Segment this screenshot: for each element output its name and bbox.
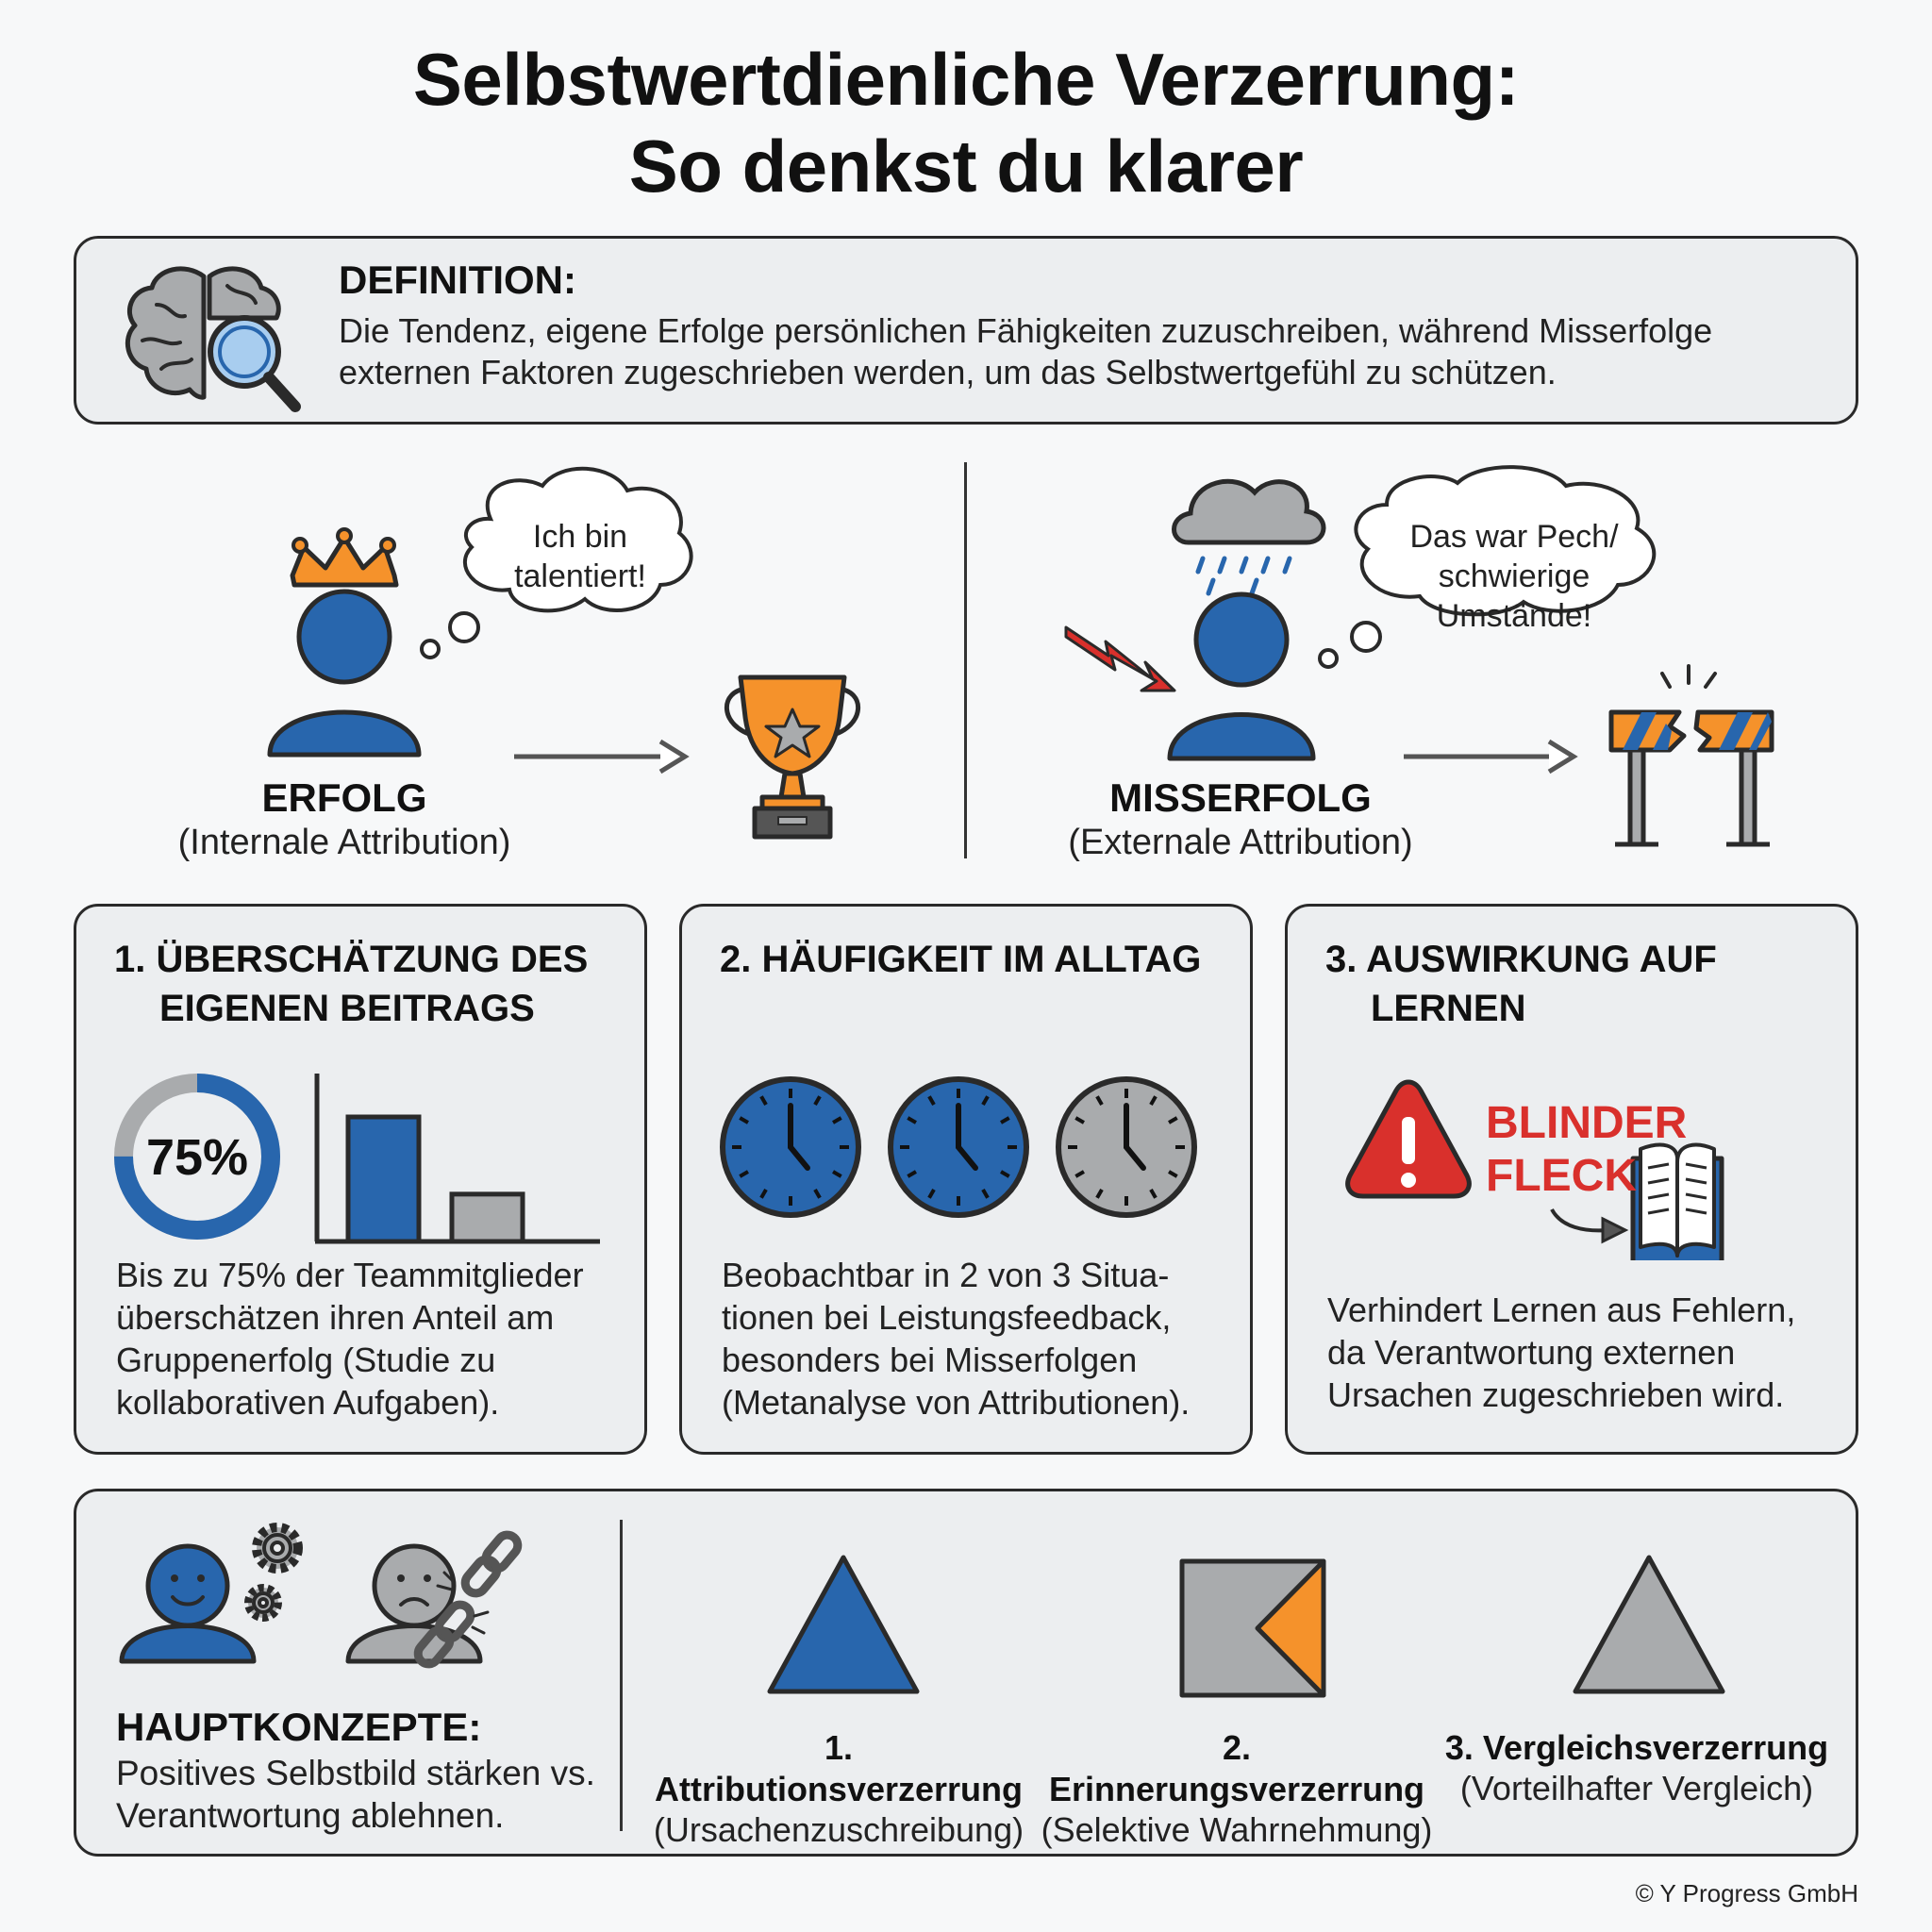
success-label: ERFOLG (Internale Attribution) (177, 775, 511, 862)
blue-triangle-icon (770, 1557, 917, 1691)
failure-arrow-icon (1404, 741, 1574, 772)
copyright: © Y Progress GmbH (1635, 1879, 1858, 1907)
attribution-scene (0, 443, 1932, 877)
failure-thought-text: Das war Pech/ schwierige Umstände! (1409, 519, 1619, 634)
card-learning-impact (1285, 904, 1858, 1455)
concept-comparison: 3. Vergleichsverzerrung (Vorteilhafter Vergleich) (1444, 1728, 1829, 1807)
bottom-divider (620, 1520, 623, 1831)
failure-person-icon (1170, 594, 1313, 758)
clock-icon (1058, 1079, 1194, 1215)
failure-label: MISSERFOLG (Externale Attribution) (1068, 775, 1413, 862)
concept-memory: 2. Erinnerungsverzerrung (Selektive Wahrnehmung) (1041, 1728, 1433, 1849)
bar-actual-share (452, 1194, 523, 1241)
definition-text: Die Tendenz, eigene Erfolge persönlichen Fähigkeiten zuzuschreiben, während Misserfolge externen Faktoren zugeschrieben werden, um das Selbstwertgefühl zu schützen. (339, 311, 1713, 391)
clocks-row (720, 1072, 1229, 1232)
concept-attribution: 1. Attributionsverzerrung (Ursachenzuschreibung) (653, 1728, 1024, 1849)
definition-box (74, 236, 1858, 425)
card-2-title: 2. HÄUFIGKEIT IM ALLTAG (720, 939, 1202, 980)
success-person-icon (270, 529, 419, 755)
card-overestimation (74, 904, 647, 1455)
title-line-2: So denkst du klarer (628, 125, 1304, 208)
broken-barrier-icon (1611, 666, 1772, 844)
stat-75-percent: 75% (145, 1129, 249, 1186)
warning-icon (1348, 1082, 1470, 1196)
card-frequency (679, 904, 1253, 1455)
blind-spot-label: BLINDER FLECK (1486, 1098, 1688, 1201)
page-title (0, 36, 1932, 209)
concepts-people-illustration (112, 1510, 603, 1699)
card-1-title: 1. ÜBERSCHÄTZUNG DES EIGENEN BEITRAGS (114, 939, 589, 1029)
happy-person-icon (122, 1546, 254, 1661)
clock-icon (891, 1079, 1026, 1215)
main-concepts-text: Positives Selbstbild stärken vs. Verantwortung ablehnen. (116, 1754, 595, 1835)
card-2-body: Beobachtbar in 2 von 3 Situa-tionen bei Leistungsfeedback, besonders bei Misserfolgen (Metanalyse von Attributionen). (722, 1256, 1191, 1422)
concept-shapes (633, 1539, 1878, 1708)
success-thought-text: Ich bin talentiert! (514, 519, 646, 594)
main-concepts-box (74, 1489, 1858, 1857)
gears-icon (248, 1527, 298, 1618)
card-3-body: Verhindert Lernen aus Fehlern, da Verantwortung externen Ursachen zugeschrieben wird. (1327, 1291, 1796, 1414)
bar-own-estimate (348, 1117, 419, 1241)
trophy-icon (726, 677, 858, 837)
success-arrow-icon (514, 741, 685, 772)
brain-magnifier-icon (114, 258, 303, 418)
main-concepts-heading: HAUPTKONZEPTE: (116, 1705, 482, 1749)
clock-icon (723, 1079, 858, 1215)
square-orange-wedge-icon (1182, 1561, 1324, 1695)
decline-arrow-icon (1066, 627, 1174, 691)
definition-heading: DEFINITION: (339, 258, 576, 302)
rain-cloud-icon (1174, 481, 1324, 593)
card-1-body: Bis zu 75% der Teammitglieder überschätzen ihren Anteil am Gruppenerfolg (Studie zu kollaborativen Aufgaben). (116, 1256, 584, 1422)
gray-triangle-icon (1575, 1557, 1723, 1691)
title-line-1: Selbstwertdienliche Verzerrung: (412, 38, 1520, 121)
card-3-title: 3. AUSWIRKUNG AUF LERNEN (1325, 939, 1717, 1029)
curved-arrow-icon (1552, 1209, 1608, 1230)
